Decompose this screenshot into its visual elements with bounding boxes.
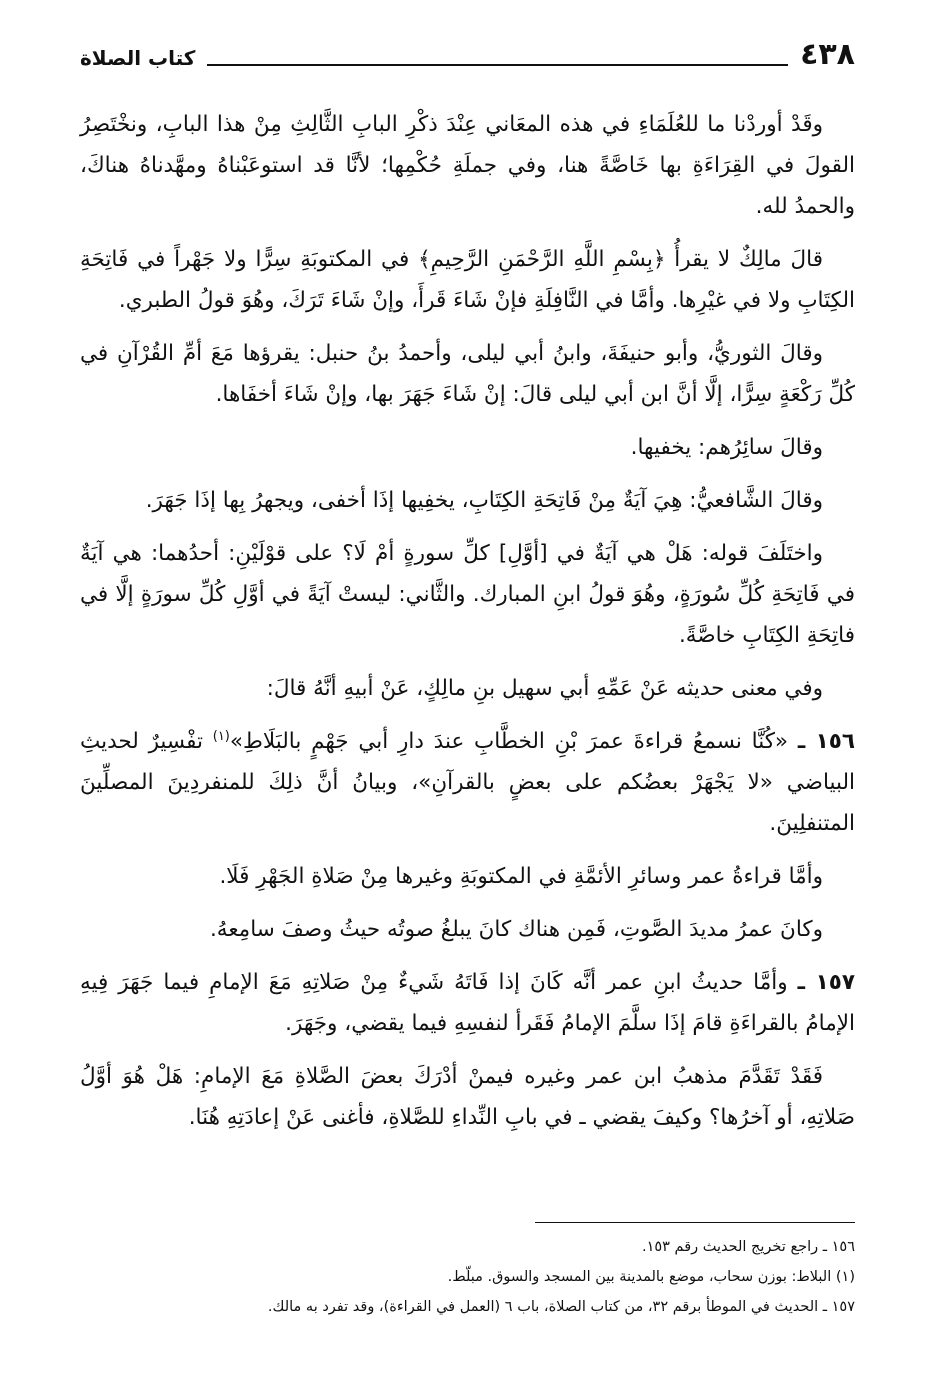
header-rule (207, 64, 788, 66)
footnote: ١٥٦ ـ راجع تخريج الحديث رقم ١٥٣. (641, 1239, 855, 1255)
footnote: ١٥٧ ـ الحديث في الموطأ برقم ٣٢، من كتاب الصلاة، باب ٦ (العمل في القراءة)، وقد تفرد به مالك. (267, 1299, 855, 1315)
hadith-number: ١٥٦ ـ (797, 729, 855, 754)
footnote-separator (535, 1222, 855, 1223)
running-head: كتاب الصلاة (80, 46, 196, 70)
footnotes (80, 1232, 855, 1322)
paragraph: قالَ مالِكٌ لا يقرأُ ﴿بِسْمِ اللَّهِ الرَّحْمَنِ الرَّحِيمِ﴾ في المكتوبَةِ سِرًّا ولا جَهْراً في فَاتِحَةِ الكِتَابِ ولا في غيْرِها. وأمَّا في النَّافِلَةِ فإنْ شَاءَ قَرأَ، وإنْ شَاءَ تَرَكَ، وهُوَ قولُ الطبري. (80, 247, 855, 313)
paragraph: فَقَدْ تَقَدَّمَ مذهبُ ابن عمر وغيره فيمنْ أدْرَكَ بعضَ الصَّلاةِ مَعَ الإمامِ: هَلْ هُوَ أوَّلُ صَلاتِهِ، أو آخرُها؟ وكيفَ يقضي ـ في بابِ النِّداءِ للصَّلاةِ، فأغنى عَنْ إعادَتِهِ هُنَا. (80, 1064, 855, 1130)
paragraph: وأمَّا قراءةُ عمر وسائرِ الأئمَّةِ في المكتوبَةِ وغيرها مِنْ صَلاةِ الجَهْرِ فَلَا. (219, 864, 823, 889)
page-number: ٤٣٨ (800, 37, 855, 72)
paragraph: وقَدْ أوردْنا ما للعُلَمَاءِ في هذه المعَاني عِنْدَ ذكْرِ البابِ الثَّالِثِ مِنْ هذا البابِ، ونخْتَصِرُ القولَ في القِرَاءَةِ بها خَاصَّةً هنا، وفي جملَةِ حُكْمِها؛ لأنَّا قد استوعَبْناهُ ومهَّدناهُ هناكَ، والحمدُ لله. (80, 112, 855, 219)
paragraph: واختَلَفَ قوله: هَلْ هي آيَةٌ في [أوَّلِ] كلِّ سورةٍ أمْ لَا؟ على قوْلَيْنِ: أحدُهما: هي آيَةٌ في فَاتِحَةِ كُلِّ سُورَةٍ، وهُوَ قولُ ابنِ المبارك. والثَّاني: ليستْ آيَةً في أوَّلِ كُلِّ سورَةٍ إلَّا في فاتِحَةِ الكِتَابِ خاصَّةً. (80, 541, 855, 648)
hadith-paragraph-157 (80, 962, 855, 1044)
main-text (80, 104, 855, 1150)
paragraph: وقالَ سائِرُهم: يخفيها. (630, 435, 823, 460)
hadith-number: ١٥٧ ـ (797, 970, 855, 995)
hadith-commentary: تفْسِيرٌ لحديثِ البياضي «لا يَجْهَرْ بعضُكم على بعضٍ بالقرآنِ»، وبيانُ أنَّ ذلِكَ للمنفردِينَ المصلِّينَ المتنفلِينَ. (80, 729, 855, 836)
footnote: (١) البلاط: بوزن سحاب، موضع بالمدينة بين المسجد والسوق. مبلّط. (447, 1269, 855, 1285)
hadith-text: «كُنَّا نسمعُ قراءةَ عمرَ بْنِ الخطَّابِ عندَ دارِ أبي جَهْمٍ بالبَلَاطِ» (229, 729, 789, 754)
hadith-paragraph-156 (80, 721, 855, 844)
paragraph: وكانَ عمرُ مديدَ الصَّوتِ، فَمِن هناك كانَ يبلغُ صوتُه حيثُ وصفَ سامِعهُ. (209, 917, 823, 942)
paragraph: وفي معنى حديثه عَنْ عَمِّهِ أبي سهيل بنِ مالِكٍ، عَنْ أبيهِ أنَّهُ قالَ: (266, 676, 823, 701)
hadith-text: وأمَّا حديثُ ابنِ عمر أنَّه كَانَ إذا فَاتَهُ شَيءٌ مِنْ صَلاتِهِ مَعَ الإمامِ فيما جَهَرَ فِيهِ الإمامُ بالقراءَةِ قامَ إذَا سلَّمَ الإمامُ فَقَرأ لنفسِهِ فيما يقضي، وجَهَرَ. (80, 970, 855, 1036)
paragraph: وقالَ الشَّافعيُّ: هِيَ آيَةٌ مِنْ فَاتِحَةِ الكِتَابِ، يخفِيها إذَا أخفى، ويجهرُ بِها إذَا جَهَرَ. (145, 488, 823, 513)
footnote-ref[interactable]: (١) (212, 728, 230, 744)
paragraph: وقالَ الثوريُّ، وأبو حنيفَةَ، وابنُ أبي ليلى، وأحمدُ بنُ حنبل: يقرؤها مَعَ أمِّ القُرْآنِ في كُلِّ رَكْعَةٍ سِرًّا، إلَّا أنَّ ابن أبي ليلى قالَ: إنْ شَاءَ جَهَرَ بها، وإنْ شَاءَ أخفَاها. (80, 341, 855, 407)
page-header (80, 28, 855, 72)
